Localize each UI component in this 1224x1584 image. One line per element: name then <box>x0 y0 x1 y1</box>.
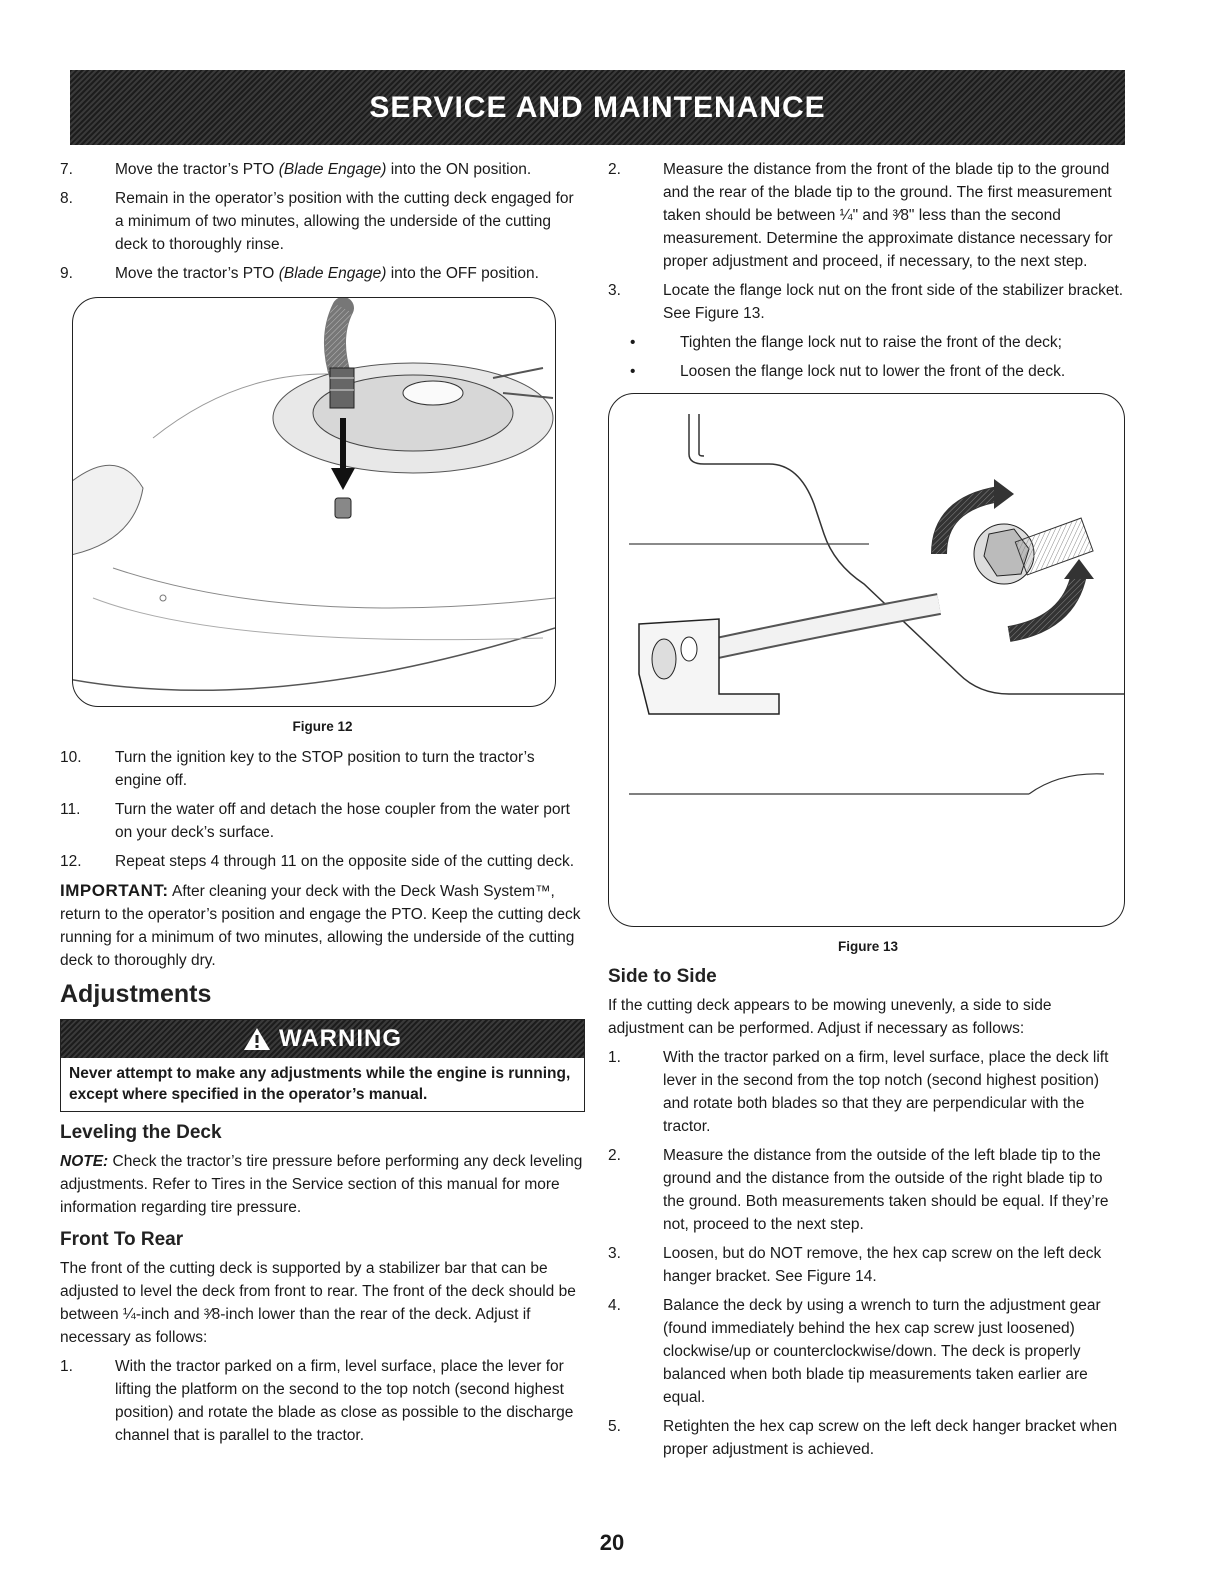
left-column <box>60 158 585 1453</box>
list-item: 1. With the tractor parked on a firm, level surface, place the lever for lifting the platform on the second to the top notch (second highest position) and rotate the blade as close as possible to the discharge channel that is parallel to the tractor. <box>60 1358 574 1444</box>
figure-12-illustration <box>72 297 556 707</box>
warning-header <box>61 1020 584 1058</box>
list-item: 7. Move the tractor’s PTO (Blade Engage) into the ON position. <box>60 161 532 178</box>
list-item: 11. Turn the water off and detach the hose coupler from the water port on your deck’s surface. <box>60 801 570 841</box>
right-column <box>608 158 1128 1467</box>
important-note: IMPORTANT: After cleaning your deck with the Deck Wash System™, return to the operator’s position and engage the PTO. Keep the cutting deck running for a minimum of two minutes, allowing the underside of the cutting deck to thoroughly dry. <box>60 881 581 969</box>
list-item: 3. Locate the flange lock nut on the front side of the stabilizer bracket. See Figure 13. <box>608 282 1124 322</box>
warning-text: Never attempt to make any adjustments while the engine is running, except where specified in the operator’s manual. <box>69 1065 571 1103</box>
page-number: 20 <box>599 1530 625 1555</box>
list-item: 5. Retighten the hex cap screw on the left deck hanger bracket when proper adjustment is achieved. <box>608 1418 1118 1458</box>
adjustments-heading: Adjustments <box>60 980 212 1008</box>
side-to-side-heading: Side to Side <box>608 966 717 987</box>
list-item: 8. Remain in the operator’s position with the cutting deck engaged for a minimum of two minutes, allowing the underside of the cutting deck to thoroughly rinse. <box>60 190 574 253</box>
list-item: 2. Measure the distance from the front of the blade tip to the ground and the rear of the blade tip to the ground. The first measurement taken should be between ¼" and ³⁄8" less than the second measurement. Determine the approximate distance necessary for proper adjustment and proceed, if necessary, to the next step. <box>608 161 1113 270</box>
list-item: 12. Repeat steps 4 through 11 on the opposite side of the cutting deck. <box>60 853 574 870</box>
warning-triangle-icon <box>243 1027 271 1051</box>
list-item: 9. Move the tractor’s PTO (Blade Engage) into the OFF position. <box>60 265 539 282</box>
figure-12-caption: Figure 12 <box>292 719 353 734</box>
list-item: 3. Loosen, but do NOT remove, the hex cap screw on the left deck hanger bracket. See Figure 14. <box>608 1245 1102 1285</box>
side-to-side-paragraph: If the cutting deck appears to be mowing unevenly, a side to side adjustment can be performed. Adjust if necessary as follows: <box>608 997 1052 1037</box>
list-item: 4. Balance the deck by using a wrench to turn the adjustment gear (found immediately behind the hex cap screw just loosened) clockwise/up or counterclockwise/down. The deck is properly balanced when both blade tip measurements taken earlier are equal. <box>608 1297 1101 1406</box>
section-banner <box>70 70 1125 145</box>
bullet-item: • Tighten the flange lock nut to raise the front of the deck; <box>630 334 1062 351</box>
warning-title: WARNING <box>279 1025 402 1052</box>
figure-13-illustration <box>608 393 1125 927</box>
figure-13-caption: Figure 13 <box>837 939 899 954</box>
section-title: SERVICE AND MAINTENANCE <box>369 90 826 124</box>
front-to-rear-heading: Front To Rear <box>60 1229 184 1250</box>
front-to-rear-paragraph: The front of the cutting deck is supported by a stabilizer bar that can be adjusted to level the deck from front to rear. The front of the deck should be between ¼-inch and ³⁄8-inch lower than the rear of the deck. Adjust if necessary as follows: <box>60 1260 576 1346</box>
warning-box <box>60 1019 585 1112</box>
list-item: 10. Turn the ignition key to the STOP position to turn the tractor’s engine off. <box>60 749 535 789</box>
list-item: 2. Measure the distance from the outside of the left blade tip to the ground and the distance from the outside of the right blade tip to the ground. Both measurements taken should be equal. If they’re not, proceed to the next step. <box>608 1147 1109 1233</box>
list-item: 1. With the tractor parked on a firm, level surface, place the deck lift lever in the second from the top notch (second highest position) and rotate both blades so that they are perpendicular with the tractor. <box>608 1049 1109 1135</box>
leveling-heading: Leveling the Deck <box>60 1122 222 1143</box>
note-paragraph: NOTE: Check the tractor’s tire pressure before performing any deck leveling adjustments. Refer to Tires in the Service section of this manual for more information regarding tire pressure. <box>60 1153 583 1216</box>
bullet-item: • Loosen the flange lock nut to lower the front of the deck. <box>630 363 1066 380</box>
